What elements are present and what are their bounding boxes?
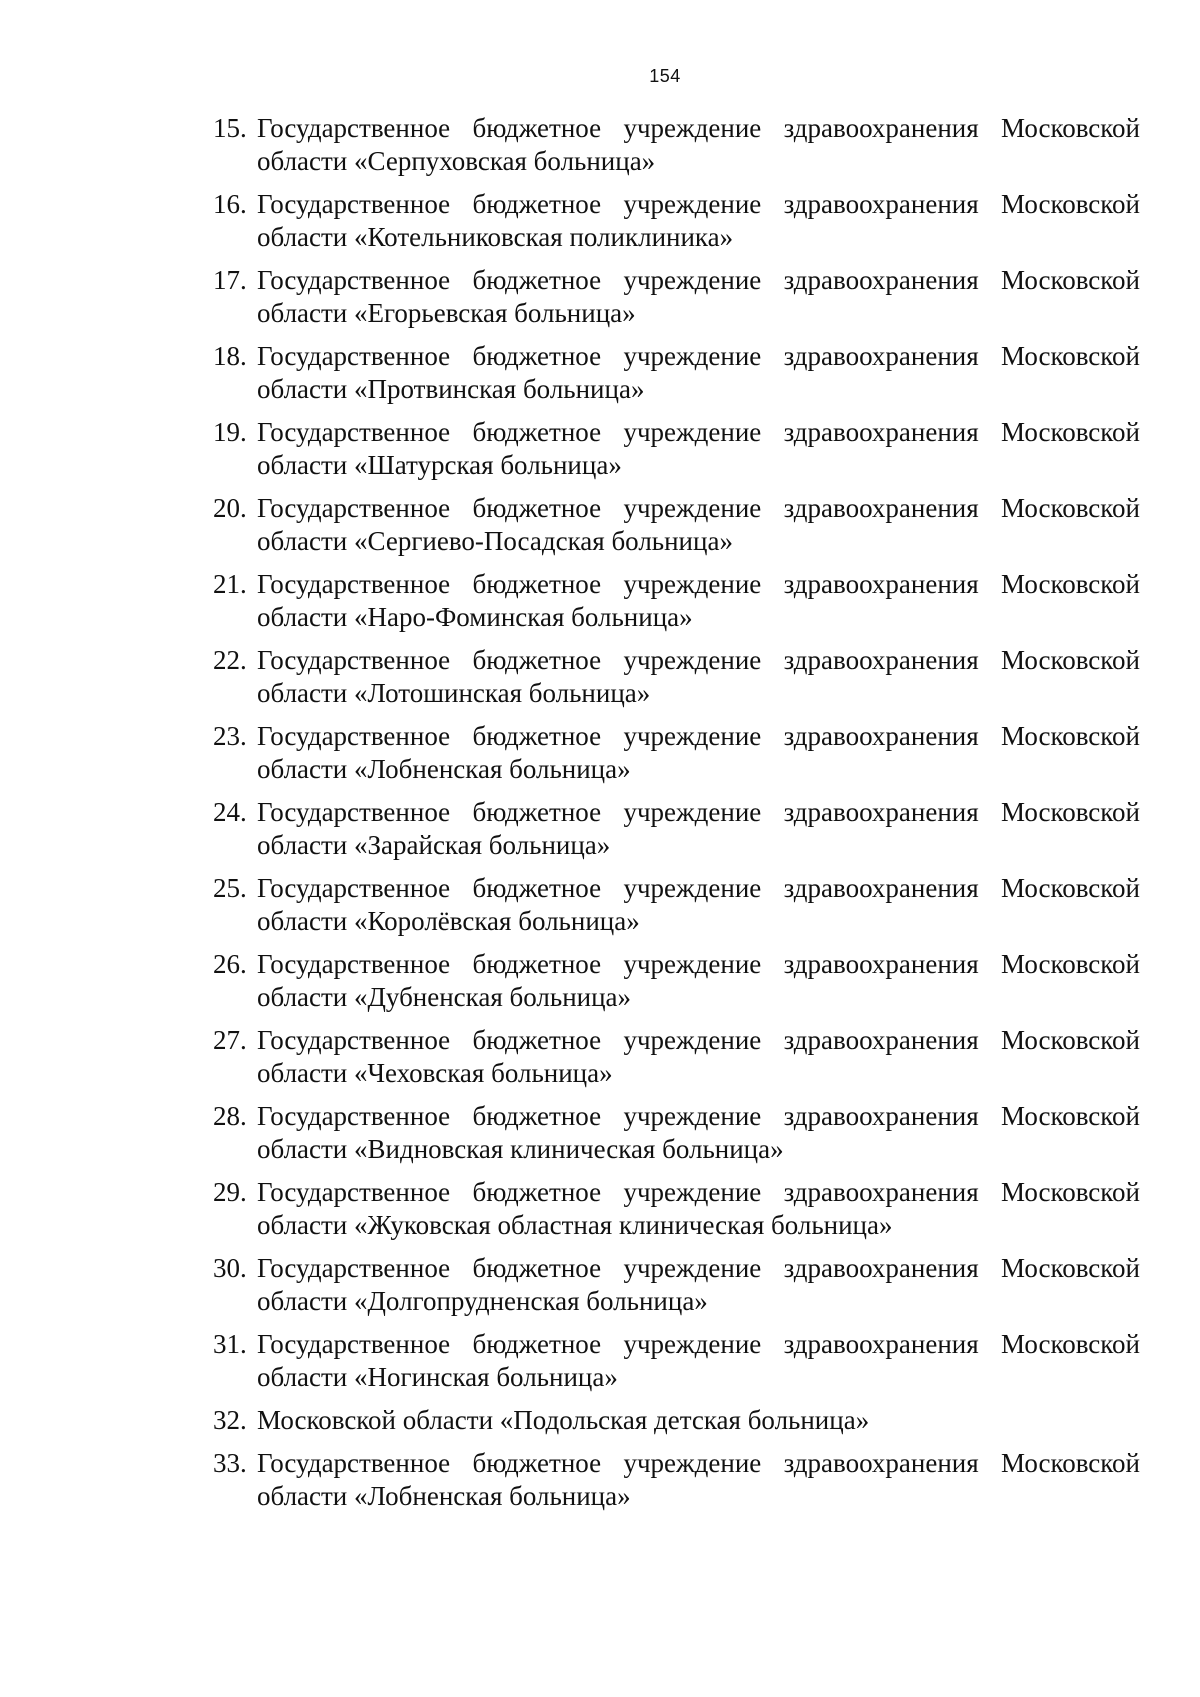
list-item-33 xyxy=(213,1447,1140,1513)
item-number: 23. xyxy=(213,721,247,751)
list-item-26 xyxy=(213,948,1140,1014)
item-number: 26. xyxy=(213,949,247,979)
item-line-2: области «Лобненская больница» xyxy=(257,754,631,784)
list-item-27 xyxy=(213,1024,1140,1090)
item-line-2: области «Дубненская больница» xyxy=(257,982,632,1012)
item-number: 24. xyxy=(213,797,247,827)
item-line-2: области «Чеховская больница» xyxy=(257,1058,613,1088)
list-item-20 xyxy=(213,492,1140,558)
item-line-1: Государственное бюджетное учреждение здравоохранения Московской xyxy=(257,569,1140,599)
item-line-1: Московской области «Подольская детская больница» xyxy=(257,1405,870,1435)
list-item-28 xyxy=(213,1100,1140,1166)
item-number: 22. xyxy=(213,645,247,675)
item-number: 18. xyxy=(213,341,247,371)
item-number: 17. xyxy=(213,265,247,295)
item-line-1: Государственное бюджетное учреждение здравоохранения Московской xyxy=(257,797,1140,827)
item-number: 30. xyxy=(213,1253,247,1283)
list-item-24 xyxy=(213,796,1140,862)
item-line-2: области «Котельниковская поликлиника» xyxy=(257,222,734,252)
item-line-1: Государственное бюджетное учреждение здравоохранения Московской xyxy=(257,1329,1140,1359)
item-line-1: Государственное бюджетное учреждение здравоохранения Московской xyxy=(257,1025,1140,1055)
item-number: 19. xyxy=(213,417,247,447)
item-line-1: Государственное бюджетное учреждение здравоохранения Московской xyxy=(257,873,1140,903)
item-number: 21. xyxy=(213,569,247,599)
list-item-23 xyxy=(213,720,1140,786)
item-line-2: области «Лобненская больница» xyxy=(257,1481,631,1511)
item-line-1: Государственное бюджетное учреждение здравоохранения Московской xyxy=(257,949,1140,979)
institution-list xyxy=(213,112,1140,1523)
item-line-2: области «Сергиево-Посадская больница» xyxy=(257,526,733,556)
list-item-17 xyxy=(213,264,1140,330)
item-number: 25. xyxy=(213,873,247,903)
page-number: 154 xyxy=(649,66,681,86)
list-item-29 xyxy=(213,1176,1140,1242)
item-line-2: области «Серпуховская больница» xyxy=(257,146,656,176)
item-line-2: области «Лотошинская больница» xyxy=(257,678,651,708)
item-line-1: Государственное бюджетное учреждение здравоохранения Московской xyxy=(257,645,1140,675)
item-number: 20. xyxy=(213,493,247,523)
item-line-1: Государственное бюджетное учреждение здравоохранения Московской xyxy=(257,1253,1140,1283)
item-line-2: области «Зарайская больница» xyxy=(257,830,611,860)
item-line-2: области «Егорьевская больница» xyxy=(257,298,636,328)
item-line-2: области «Протвинская больница» xyxy=(257,374,645,404)
item-line-1: Государственное бюджетное учреждение здравоохранения Московской xyxy=(257,721,1140,751)
list-item-16 xyxy=(213,188,1140,254)
item-line-1: Государственное бюджетное учреждение здравоохранения Московской xyxy=(257,493,1140,523)
item-line-1: Государственное бюджетное учреждение здравоохранения Московской xyxy=(257,189,1140,219)
list-item-22 xyxy=(213,644,1140,710)
item-number: 27. xyxy=(213,1025,247,1055)
list-item-31 xyxy=(213,1328,1140,1394)
item-line-2: области «Долгопрудненская больница» xyxy=(257,1286,708,1316)
item-line-1: Государственное бюджетное учреждение здравоохранения Московской xyxy=(257,341,1140,371)
item-number: 15. xyxy=(213,113,247,143)
list-item-30 xyxy=(213,1252,1140,1318)
item-line-2: области «Королёвская больница» xyxy=(257,906,640,936)
item-line-2: области «Шатурская больница» xyxy=(257,450,622,480)
item-line-2: области «Жуковская областная клиническая больница» xyxy=(257,1210,893,1240)
item-line-1: Государственное бюджетное учреждение здравоохранения Московской xyxy=(257,113,1140,143)
item-number: 29. xyxy=(213,1177,247,1207)
item-number: 28. xyxy=(213,1101,247,1131)
item-line-1: Государственное бюджетное учреждение здравоохранения Московской xyxy=(257,1177,1140,1207)
item-line-2: области «Наро-Фоминская больница» xyxy=(257,602,693,632)
list-item-25 xyxy=(213,872,1140,938)
item-number: 32. xyxy=(213,1405,247,1435)
list-item-21 xyxy=(213,568,1140,634)
item-line-2: области «Ногинская больница» xyxy=(257,1362,618,1392)
item-number: 33. xyxy=(213,1448,247,1478)
list-item-18 xyxy=(213,340,1140,406)
item-line-2: области «Видновская клиническая больница» xyxy=(257,1134,784,1164)
item-number: 31. xyxy=(213,1329,247,1359)
list-item-32 xyxy=(213,1404,1140,1437)
item-line-1: Государственное бюджетное учреждение здравоохранения Московской xyxy=(257,417,1140,447)
list-item-19 xyxy=(213,416,1140,482)
item-line-1: Государственное бюджетное учреждение здравоохранения Московской xyxy=(257,1101,1140,1131)
item-line-1: Государственное бюджетное учреждение здравоохранения Московской xyxy=(257,265,1140,295)
item-number: 16. xyxy=(213,189,247,219)
item-line-1: Государственное бюджетное учреждение здравоохранения Московской xyxy=(257,1448,1140,1478)
list-item-15 xyxy=(213,112,1140,178)
